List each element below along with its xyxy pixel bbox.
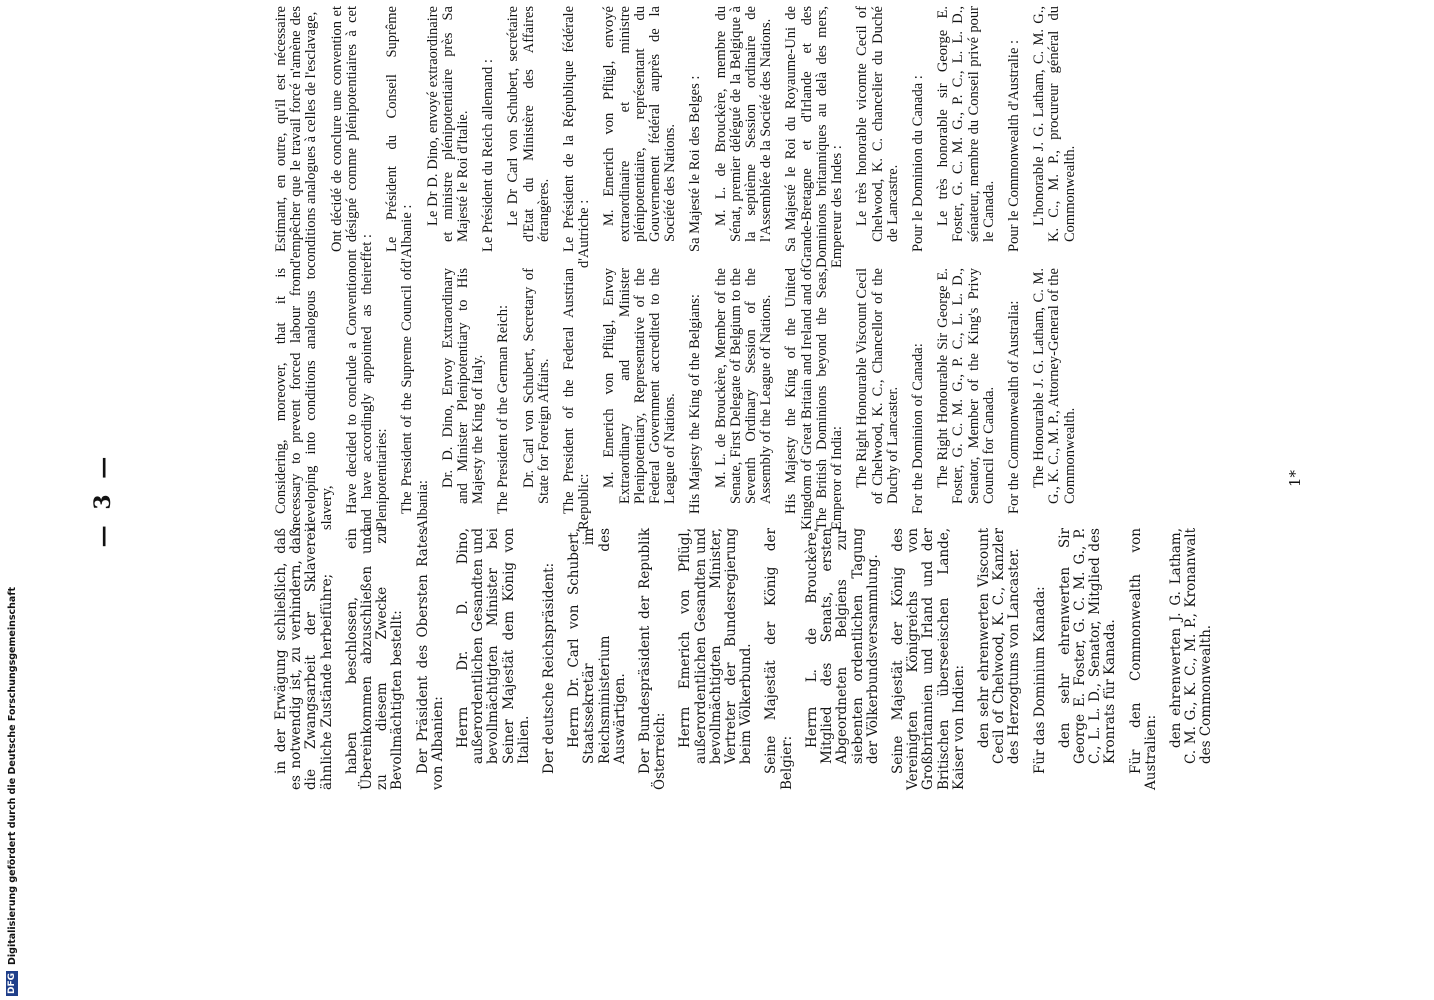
german-paragraph: Für den Commonwealth von Australien: <box>1127 528 1159 790</box>
french-column <box>274 6 1088 268</box>
signature-mark: 1* <box>1286 470 1304 488</box>
english-paragraph: M. Emerich von Pflügl, Envoy Extraordinary and Minister Plenipotentiary, Representative of the Federal Government accredited to the League of Nations. <box>601 268 679 504</box>
german-paragraph: Der deutsche Reichspräsident: <box>541 562 558 774</box>
french-paragraph: Le très honorable sir George E. Foster, G. C. M. G., P. C., L. L. D., sénateur, membre du Conseil privé pour le Canada. <box>935 6 997 242</box>
footer-text: Digitalisierung gefördert durch die Deutsche Forschungsgemeinschaft <box>6 587 18 965</box>
english-column <box>274 268 1088 530</box>
german-paragraph: den ehrenwerten J. G. Latham, C. M. G., K. C., M. P., Kronanwalt des Commonwealth. <box>1167 528 1215 764</box>
english-paragraph: Have decided to conclude a Convention and have accordingly appointed as their Plenipotentiaries: <box>343 268 391 530</box>
page-number: — 3 — <box>90 452 116 548</box>
french-paragraph: M. Emerich von Pflügl, envoyé extraordinaire et ministre plénipotentiaire, représentant du Gouvernement fédéral auprès de la Société des Nations. <box>601 6 679 242</box>
french-paragraph: Le très honorable vicomte Cecil of Chelwood, K. C. chancelier du Duché de Lancastre. <box>854 6 901 242</box>
german-paragraph: in der Erwägung schließlich, daß es notwendig ist, zu verhindern, daß die Zwangsarbeit der Sklaverei ähnliche Zustände herbeiführe; <box>273 528 335 790</box>
english-paragraph: The Right Honourable Sir George E. Foster, G. C. M. G., P. C., L. L. D., Senator, Member of the King's Privy Council for Canada. <box>935 268 997 504</box>
german-paragraph: haben beschlossen, ein Übereinkommen abzuschließen und zu diesem Zwecke zu Bevollmächtigten bestellt: <box>343 528 406 790</box>
french-paragraph: Le Président du Conseil Suprême d'Albanie : <box>384 6 416 268</box>
english-paragraph: The President of the Federal Austrian Republic: <box>561 268 593 530</box>
french-paragraph: L'honorable J. G. Latham, C. M. G., K. C., M. P., procureur général du Commonwealth. <box>1031 6 1078 242</box>
french-paragraph: Sa Majesté le Roi du Royaume-Uni de Grande-Bretagne et d'Irlande et des Dominions britanniques au delà des mers, Empereur des Indes : <box>783 6 846 268</box>
german-column <box>274 528 1225 790</box>
english-paragraph: His Majesty the King of the United Kingdom of Great Britain and Ireland and of The British Dominions beyond the Seas, Emperor of India: <box>783 268 846 530</box>
german-paragraph: Für das Dominium Kanada: <box>1031 586 1048 774</box>
german-paragraph: Der Präsident des Obersten Rates von Albanien: <box>414 528 446 790</box>
english-paragraph: The President of the German Reich: <box>495 305 512 514</box>
english-paragraph: Dr. D. Dino, Envoy Extraordinary and Minister Plenipotentiary to His Majesty the King of Italy. <box>439 268 487 504</box>
german-paragraph: Herrn L. de Brouckère, Mitglied des Senats, ersten Abgeordneten Belgiens zur siebenten ordentlichen Tagung der Völkerbundsversammlung. <box>803 528 881 764</box>
german-paragraph: Herrn Dr. Carl von Schubert, Staatssekretär im Reichsministerium des Auswärtigen. <box>566 528 628 764</box>
footer-strip <box>0 0 26 1000</box>
english-paragraph: Dr. Carl von Schubert, Secretary of State for Foreign Affairs. <box>520 268 552 504</box>
german-paragraph: den sehr ehrenwerten Viscount Cecil of Chelwood, K. C., Kanzler des Herzogtums von Lancaster. <box>975 528 1023 764</box>
french-paragraph: Le Dr D. Dino, envoyé extraordinaire et ministre plénipotentiaire près Sa Majesté le Roi d'Italie. <box>424 6 472 242</box>
french-paragraph: Le Président de la République fédérale d'Autriche : <box>561 6 593 268</box>
english-paragraph: The President of the Supreme Council of Albania: <box>399 268 431 530</box>
english-paragraph: Considering, moreover, that it is necessary to prevent forced labour from developing into conditions analogous to slavery, <box>273 268 335 530</box>
french-paragraph: Le Président du Reich allemand : <box>480 59 497 252</box>
german-paragraph: Herrn Emerich von Pflügl, außerordentlichen Gesandten und bevollmächtigten Minister, Vertreter der Bundesregierung beim Völkerbund. <box>677 528 755 764</box>
french-paragraph: Ont décidé de conclure une convention et ont désigné comme plénipotentiaires à cet effet : <box>328 6 376 268</box>
french-paragraph: M. L. de Brouckère, membre du Sénat, premier délégué de la Belgique à la septième Session ordinaire de l'Assemblée de la Société des Nations. <box>712 6 775 242</box>
german-paragraph: Seine Majestät der König der Belgier: <box>763 528 795 790</box>
english-paragraph: For the Commonwealth of Australia: <box>1005 300 1022 514</box>
english-paragraph: The Honourable J. G. Latham, C. M. G., K. C., M. P., Attorney-General of the Commonwealth. <box>1031 268 1078 504</box>
german-paragraph: Seine Majestät der König des Vereinigten Königreichs von Großbritannien und Irland und der Britischen überseeischen Lande, Kaiser von Indien: <box>889 528 967 790</box>
german-paragraph: Der Bundespräsident der Republik Österreich: <box>637 528 669 790</box>
english-paragraph: His Majesty the King of the Belgians: <box>687 294 704 514</box>
french-paragraph: Sa Majesté le Roi des Belges : <box>687 75 704 252</box>
english-paragraph: M. L. de Brouckère, Member of the Senate, First Delegate of Belgium to the Seventh Ordinary Session of the Assembly of the League of Nations. <box>712 268 775 504</box>
german-paragraph: den sehr ehrenwerten Sir George E. Foster, G. C. M. G., P. C., L. L. D., Senator, Mitglied des Kronrats für Kanada. <box>1056 528 1119 764</box>
english-paragraph: The Right Honourable Viscount Cecil of Chelwood, K. C., Chancellor of the Duchy of Lancaster. <box>854 268 901 504</box>
english-paragraph: For the Dominion of Canada: <box>909 343 926 514</box>
french-paragraph: Pour le Commonwealth d'Australie : <box>1005 39 1022 252</box>
french-paragraph: Pour le Dominion du Canada : <box>909 75 926 252</box>
german-paragraph: Herrn Dr. D. Dino, außerordentlichen Gesandten und bevollmächtigten Minister bei Seiner Majestät dem König von Italien. <box>455 528 532 764</box>
dfg-logo: DFG <box>7 972 17 994</box>
french-paragraph: Estimant, en outre, qu'il est nécessaire d'empêcher que le travail forcé n'amène des conditions analogues à celles de l'esclavage, <box>273 6 320 268</box>
french-paragraph: Le Dr Carl von Schubert, secrétaire d'Etat du Ministère des Affaires étrangères. <box>505 6 552 242</box>
